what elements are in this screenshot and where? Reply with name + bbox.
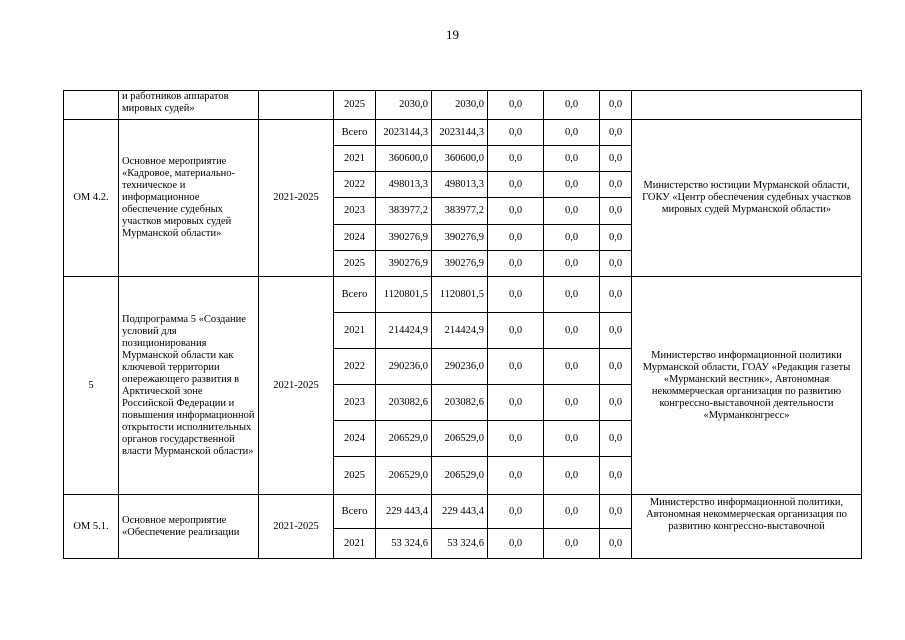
total-cell: 229 443,4 — [376, 495, 432, 529]
other-cell: 0,0 — [600, 349, 632, 385]
measure-title: и работников аппаратов мировых судей» — [119, 91, 259, 120]
measure-title: Основное мероприятие «Кадровое, материально-техническое и информационное обеспечение судебных участков мировых судей Мурманской области» — [119, 120, 259, 277]
local-cell: 0,0 — [544, 251, 600, 277]
regional-cell: 1120801,5 — [432, 277, 488, 313]
federal-cell: 0,0 — [488, 225, 544, 251]
local-cell: 0,0 — [544, 120, 600, 146]
federal-cell: 0,0 — [488, 120, 544, 146]
measure-executor: Министерство информационной политики Мурманской области, ГОАУ «Редакция газеты «Мурманский вестник», Автономная некоммерческая организация по развитию конгрессно-выставочной деятельности «Мурманконгресс» — [632, 277, 862, 495]
federal-cell: 0,0 — [488, 198, 544, 225]
total-cell: 2030,0 — [376, 91, 432, 120]
total-cell: 206529,0 — [376, 457, 432, 495]
executor-cell — [632, 91, 862, 120]
total-cell: 1120801,5 — [376, 277, 432, 313]
regional-cell: 498013,3 — [432, 172, 488, 198]
federal-cell: 0,0 — [488, 385, 544, 421]
other-cell: 0,0 — [600, 277, 632, 313]
local-cell: 0,0 — [544, 313, 600, 349]
regional-cell: 360600,0 — [432, 146, 488, 172]
regional-cell: 2023144,3 — [432, 120, 488, 146]
other-cell: 0,0 — [600, 225, 632, 251]
local-cell: 0,0 — [544, 421, 600, 457]
local-cell: 0,0 — [544, 198, 600, 225]
federal-cell: 0,0 — [488, 349, 544, 385]
local-cell: 0,0 — [544, 277, 600, 313]
regional-cell: 383977,2 — [432, 198, 488, 225]
other-cell: 0,0 — [600, 120, 632, 146]
period-cell — [259, 91, 334, 120]
other-cell: 0,0 — [600, 385, 632, 421]
total-cell: 203082,6 — [376, 385, 432, 421]
other-cell: 0,0 — [600, 457, 632, 495]
measure-code: ОМ 5.1. — [64, 495, 119, 559]
local-cell: 0,0 — [544, 385, 600, 421]
measure-period: 2021-2025 — [259, 120, 334, 277]
measure-period: 2021-2025 — [259, 495, 334, 559]
page-number: 19 — [446, 27, 459, 42]
other-cell: 0,0 — [600, 146, 632, 172]
year-cell: 2021 — [334, 529, 376, 559]
federal-cell: 0,0 — [488, 277, 544, 313]
other-cell: 0,0 — [600, 91, 632, 120]
local-cell: 0,0 — [544, 225, 600, 251]
measure-title: Основное мероприятие «Обеспечение реализации — [119, 495, 259, 559]
regional-cell: 290236,0 — [432, 349, 488, 385]
year-cell: Всего — [334, 277, 376, 313]
federal-cell: 0,0 — [488, 495, 544, 529]
measure-title: Подпрограмма 5 «Создание условий для позиционирования Мурманской области как ключевой территории опережающего развития в Арктической зоне Российской Федерации и повышения информационной открытости исполнительных органов государственной власти Мурманской области» — [119, 277, 259, 495]
regional-cell: 203082,6 — [432, 385, 488, 421]
year-cell: 2022 — [334, 172, 376, 198]
table-row — [64, 120, 862, 146]
other-cell: 0,0 — [600, 251, 632, 277]
regional-cell: 206529,0 — [432, 457, 488, 495]
total-cell: 53 324,6 — [376, 529, 432, 559]
local-cell: 0,0 — [544, 495, 600, 529]
table-row — [64, 495, 862, 529]
year-cell: Всего — [334, 495, 376, 529]
total-cell: 360600,0 — [376, 146, 432, 172]
table-row — [64, 277, 862, 313]
year-cell: 2024 — [334, 225, 376, 251]
federal-cell: 0,0 — [488, 313, 544, 349]
total-cell: 290236,0 — [376, 349, 432, 385]
other-cell: 0,0 — [600, 529, 632, 559]
measure-code: ОМ 4.2. — [64, 120, 119, 277]
total-cell: 214424,9 — [376, 313, 432, 349]
local-cell: 0,0 — [544, 146, 600, 172]
regional-cell: 214424,9 — [432, 313, 488, 349]
year-cell: 2025 — [334, 91, 376, 120]
federal-cell: 0,0 — [488, 457, 544, 495]
measure-executor: Министерство юстиции Мурманской области, ГОКУ «Центр обеспечения судебных участков мировых судей Мурманской области» — [632, 120, 862, 277]
other-cell: 0,0 — [600, 495, 632, 529]
local-cell: 0,0 — [544, 172, 600, 198]
local-cell: 0,0 — [544, 91, 600, 120]
year-cell: Всего — [334, 120, 376, 146]
year-cell: 2023 — [334, 385, 376, 421]
total-cell: 390276,9 — [376, 251, 432, 277]
total-cell: 2023144,3 — [376, 120, 432, 146]
regional-cell: 390276,9 — [432, 225, 488, 251]
total-cell: 390276,9 — [376, 225, 432, 251]
year-cell: 2021 — [334, 146, 376, 172]
federal-cell: 0,0 — [488, 529, 544, 559]
year-cell: 2025 — [334, 251, 376, 277]
table-row — [64, 91, 862, 120]
measure-executor: Министерство информационной политики, Автономная некоммерческая организация по развитию конгрессно-выставочной — [632, 495, 862, 559]
regional-cell: 229 443,4 — [432, 495, 488, 529]
year-cell: 2024 — [334, 421, 376, 457]
year-cell: 2023 — [334, 198, 376, 225]
local-cell: 0,0 — [544, 349, 600, 385]
regional-cell: 206529,0 — [432, 421, 488, 457]
other-cell: 0,0 — [600, 172, 632, 198]
code-cell — [64, 91, 119, 120]
federal-cell: 0,0 — [488, 421, 544, 457]
year-cell: 2021 — [334, 313, 376, 349]
local-cell: 0,0 — [544, 457, 600, 495]
federal-cell: 0,0 — [488, 146, 544, 172]
total-cell: 206529,0 — [376, 421, 432, 457]
regional-cell: 2030,0 — [432, 91, 488, 120]
federal-cell: 0,0 — [488, 91, 544, 120]
federal-cell: 0,0 — [488, 172, 544, 198]
measure-period: 2021-2025 — [259, 277, 334, 495]
regional-cell: 390276,9 — [432, 251, 488, 277]
federal-cell: 0,0 — [488, 251, 544, 277]
regional-cell: 53 324,6 — [432, 529, 488, 559]
year-cell: 2025 — [334, 457, 376, 495]
other-cell: 0,0 — [600, 198, 632, 225]
total-cell: 383977,2 — [376, 198, 432, 225]
local-cell: 0,0 — [544, 529, 600, 559]
budget-table — [63, 90, 862, 559]
measure-code: 5 — [64, 277, 119, 495]
other-cell: 0,0 — [600, 421, 632, 457]
other-cell: 0,0 — [600, 313, 632, 349]
year-cell: 2022 — [334, 349, 376, 385]
total-cell: 498013,3 — [376, 172, 432, 198]
